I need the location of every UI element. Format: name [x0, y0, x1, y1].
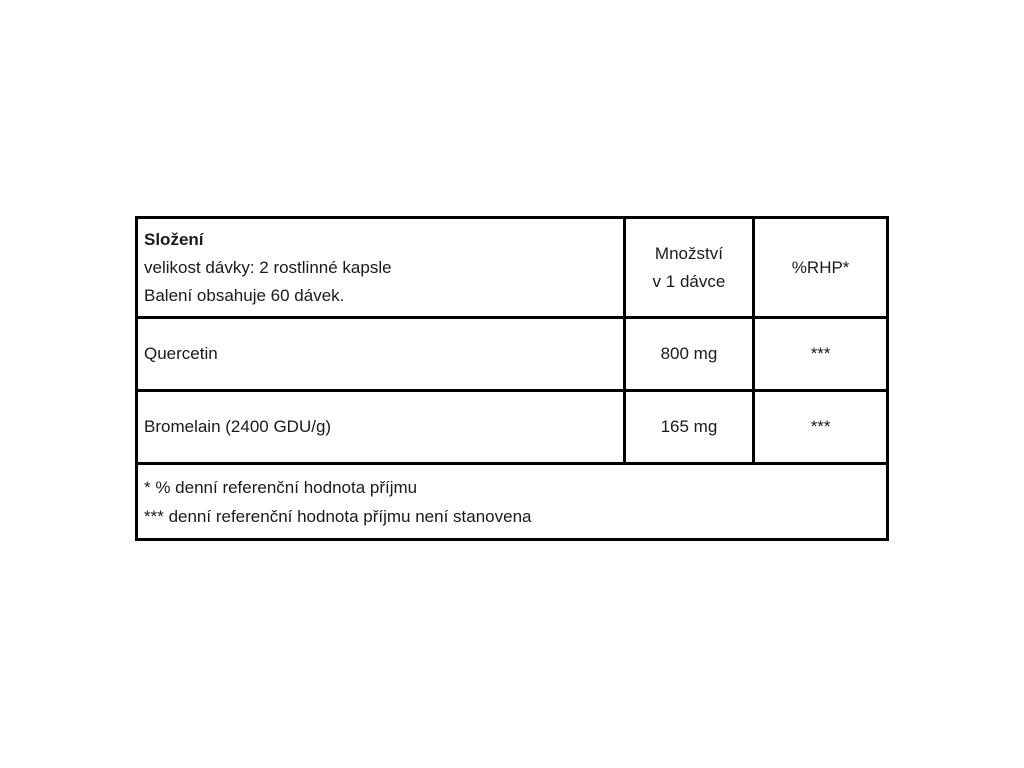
footnote-row	[137, 464, 888, 540]
ingredient-rhp: ***	[754, 391, 888, 464]
amount-header-cell	[624, 218, 754, 318]
table-header-row	[137, 218, 888, 318]
ingredient-name: Quercetin	[137, 318, 625, 391]
amount-header-line2: v 1 dávce	[652, 271, 726, 291]
amount-header-line1: Množství	[654, 243, 723, 263]
rhp-header-cell: %RHP*	[754, 218, 888, 318]
table-row	[137, 318, 888, 391]
composition-header-cell	[137, 218, 625, 318]
servings-per-pack-text: Balení obsahuje 60 dávek.	[144, 285, 345, 305]
ingredient-amount: 800 mg	[624, 318, 754, 391]
serving-size-text: velikost dávky: 2 rostlinné kapsle	[144, 257, 392, 277]
composition-title: Složení	[144, 229, 204, 249]
footnote-rhp: * % denní referenční hodnota příjmu	[144, 477, 418, 497]
footnote-cell	[137, 464, 888, 540]
supplement-facts-table	[135, 216, 889, 541]
ingredient-rhp: ***	[754, 318, 888, 391]
footnote-not-established: *** denní referenční hodnota příjmu není stanovena	[144, 506, 532, 526]
table-row	[137, 391, 888, 464]
ingredient-name: Bromelain (2400 GDU/g)	[137, 391, 625, 464]
ingredient-amount: 165 mg	[624, 391, 754, 464]
